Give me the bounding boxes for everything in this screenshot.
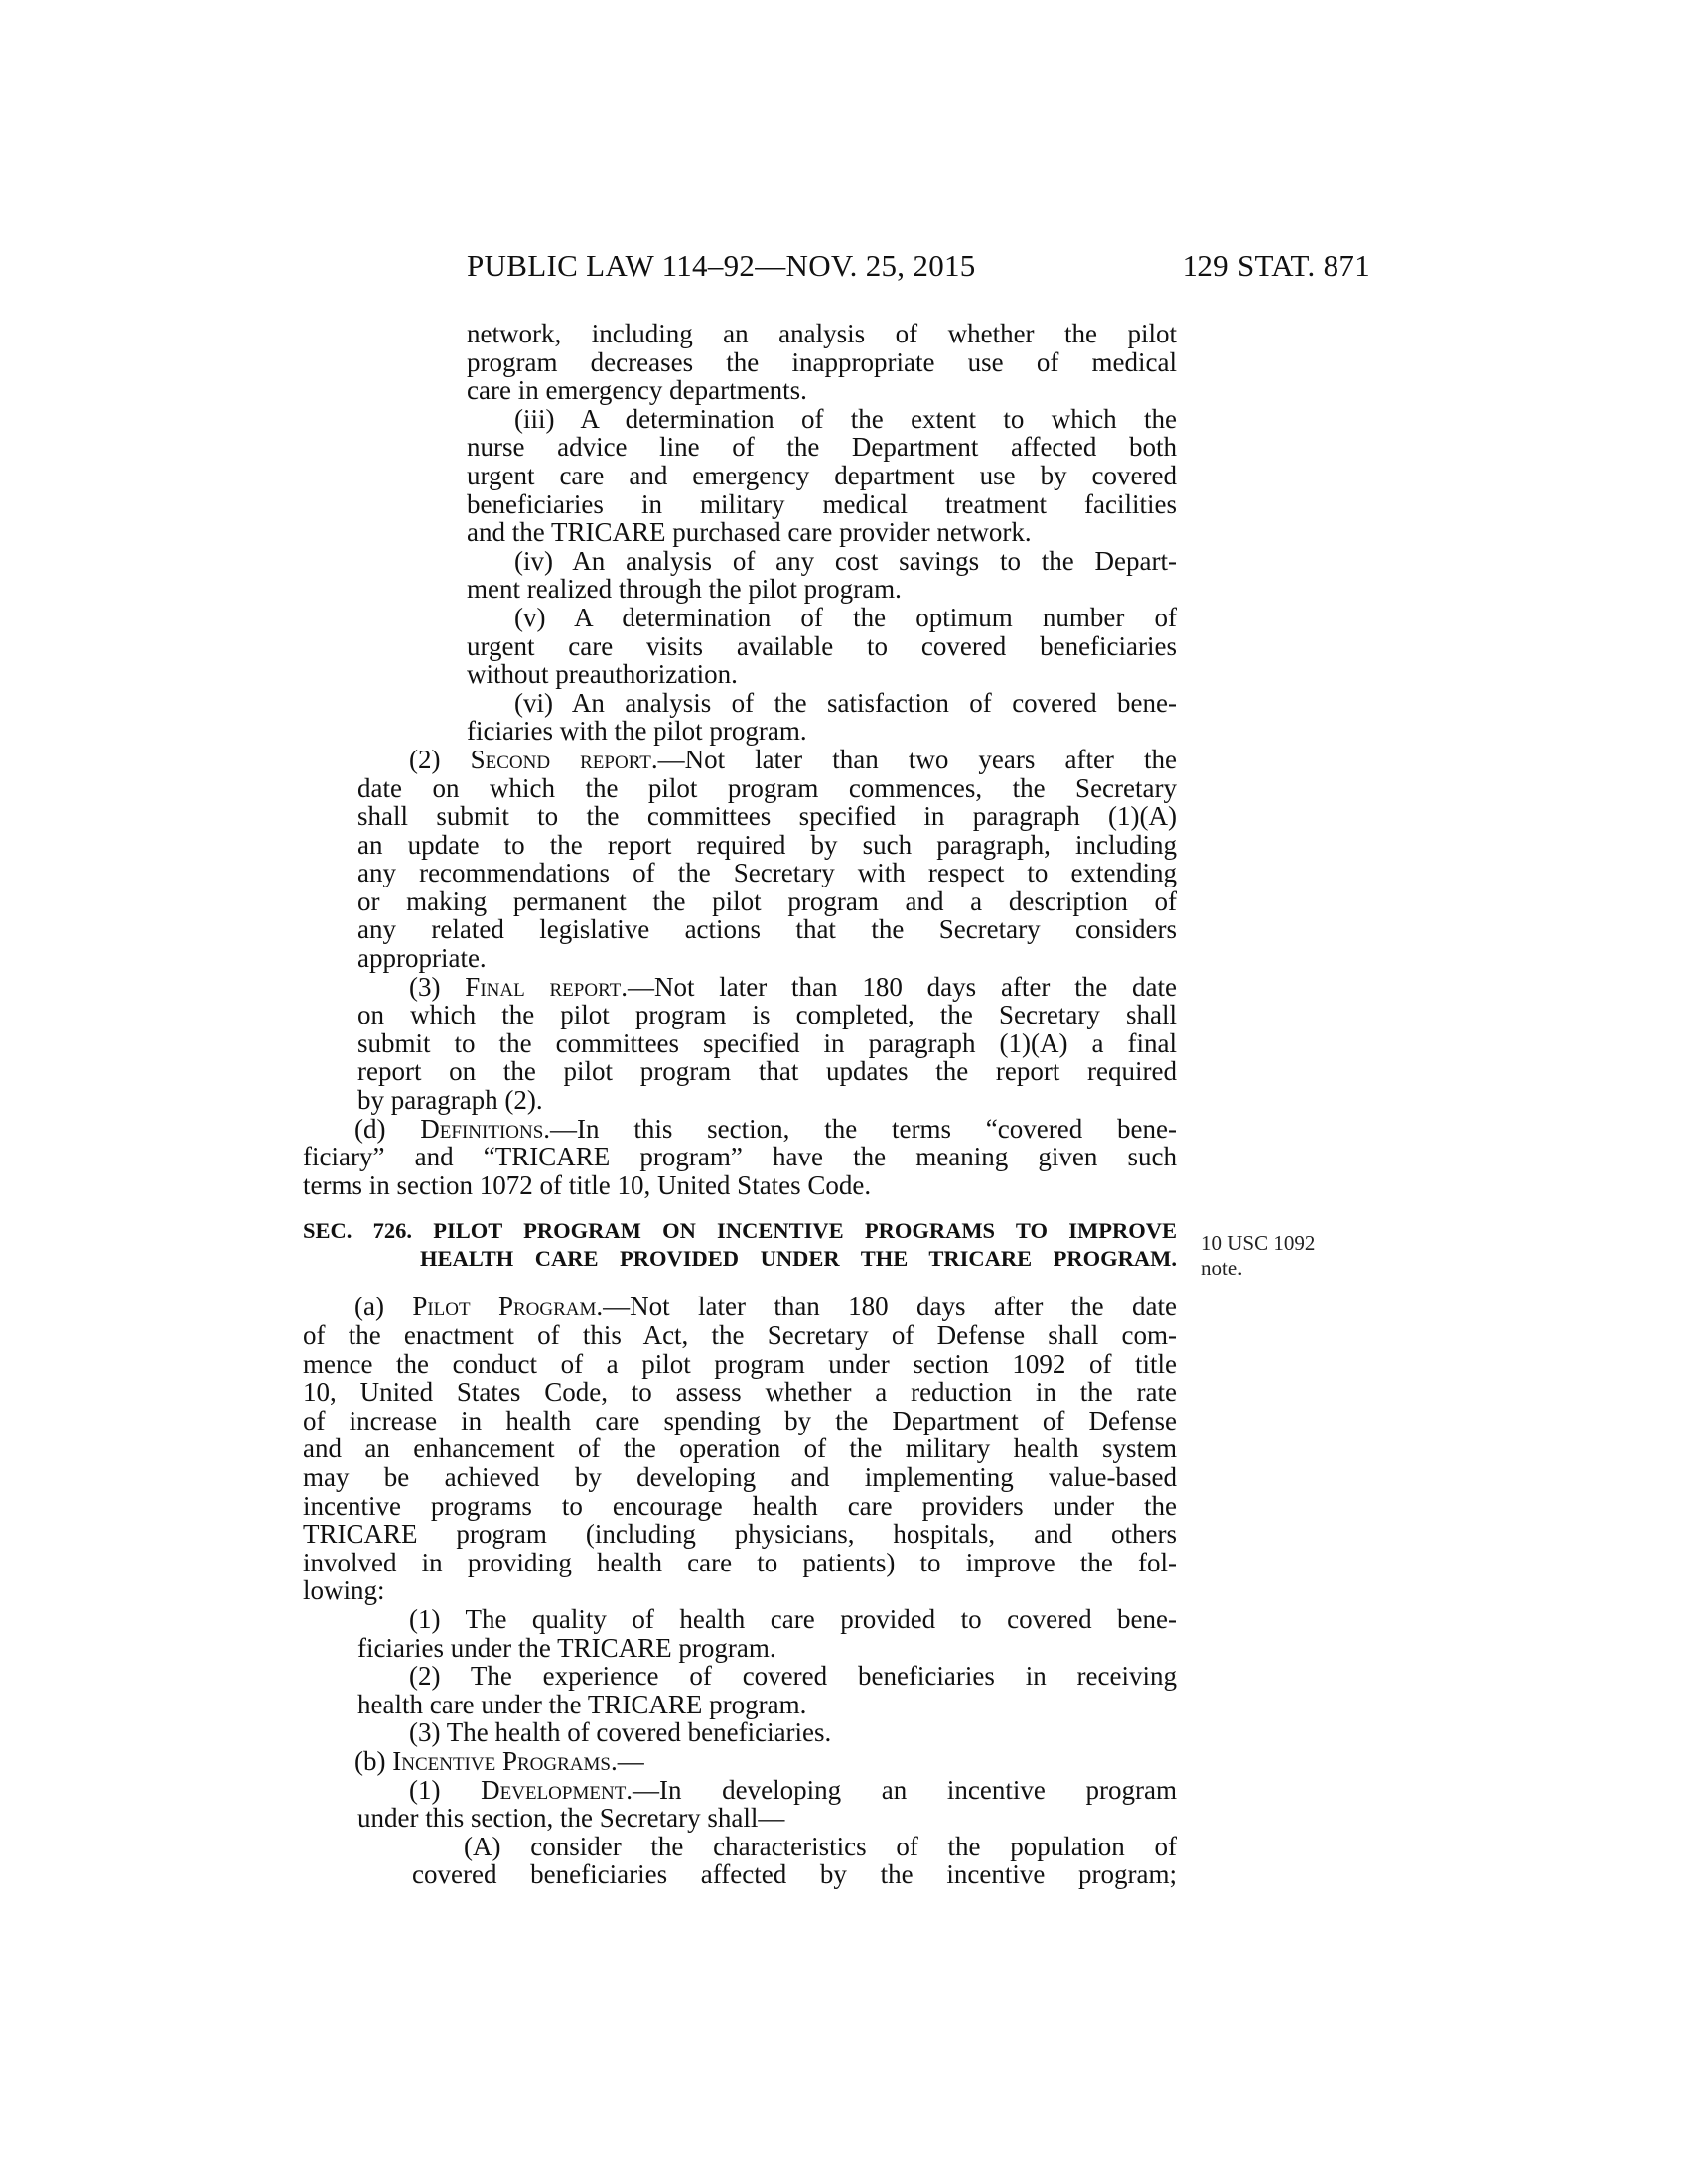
text-line: without preauthorization. (467, 659, 738, 690)
text-line: ment realized through the pilot program. (467, 574, 902, 605)
text-line: ficiaries under the TRICARE program. (357, 1632, 776, 1663)
text-line (303, 1293, 1177, 1321)
paragraph-number: (1) (409, 1774, 482, 1805)
margin-note-note: note. (1201, 1256, 1243, 1280)
text-line: any recommendations of the Secretary with respect to extending (357, 858, 1177, 888)
paragraph-heading: Pilot Program (412, 1292, 597, 1322)
text-line (357, 746, 1177, 774)
text-line: (iv) An analysis of any cost savings to the Depart- (514, 545, 1177, 576)
header-stat-page: 129 STAT. 871 (1182, 248, 1370, 283)
text-line: mence the conduct of a pilot program under section 1092 of title (303, 1348, 1177, 1379)
text-span: .—In developing an incentive program (626, 1774, 1178, 1805)
text-line: submit to the committees specified in paragraph (1)(A) a final (357, 1027, 1177, 1058)
text-line: may be achieved by developing and implementing value-based (303, 1461, 1177, 1492)
text-line: (iii) A determination of the extent to which the (514, 403, 1177, 434)
text-line: terms in section 1072 of title 10, United States Code. (303, 1169, 872, 1200)
text-line: by paragraph (2). (357, 1085, 543, 1116)
text-line: beneficiaries in military medical treatment facilities (467, 488, 1177, 519)
paragraph-number: (a) (354, 1292, 413, 1322)
paragraph-number: (3) (409, 971, 466, 1002)
clause-iii (303, 405, 1177, 547)
text-span: .—Not later than 180 days after the date (596, 1292, 1177, 1322)
section-heading-line: HEALTH CARE PROVIDED UNDER THE TRICARE PROGRAM. (420, 1246, 1177, 1272)
text-line (303, 1747, 1177, 1776)
paragraph-number: (2) (409, 744, 471, 774)
paragraph-heading: Incentive Programs (392, 1745, 611, 1776)
text-line: ficiary” and “TRICARE program” have the meaning given such (303, 1142, 1177, 1172)
paragraph-a-3 (303, 1718, 1177, 1747)
clause-v (303, 604, 1177, 689)
text-line: health care under the TRICARE program. (357, 1689, 807, 1719)
text-line (357, 1776, 1177, 1805)
text-line: under this section, the Secretary shall— (357, 1803, 785, 1834)
text-line: or making permanent the pilot program and a description of (357, 886, 1177, 916)
text-line: and the TRICARE purchased care provider network. (467, 517, 1032, 548)
text-line: care in emergency departments. (467, 375, 807, 406)
subsection-a-pilot-program (303, 1293, 1177, 1605)
subparagraph-b-1-A (303, 1833, 1177, 1889)
text-line: (2) The experience of covered beneficiaries in receiving (409, 1661, 1177, 1692)
text-line (303, 1115, 1177, 1144)
text-line: covered beneficiaries affected by the incentive program; (412, 1859, 1177, 1890)
text-line: appropriate. (357, 943, 487, 974)
clause-vi (303, 689, 1177, 746)
text-line: shall submit to the committees specified in paragraph (1)(A) (357, 801, 1177, 832)
paragraph-2-second-report (303, 746, 1177, 973)
header-citation: PUBLIC LAW 114–92—NOV. 25, 2015 (467, 248, 976, 283)
paragraph-heading: Development (481, 1774, 627, 1805)
text-line: incentive programs to encourage health care providers under the (303, 1490, 1177, 1521)
text-line: on which the pilot program is completed, the Secretary shall (357, 1000, 1177, 1030)
subsection-b-incentive-programs (303, 1747, 1177, 1776)
text-line: lowing: (303, 1575, 385, 1606)
clause-iv (303, 547, 1177, 604)
text-span: .— (610, 1745, 644, 1776)
text-line: ficiaries with the pilot program. (467, 716, 807, 747)
paragraph-number: (d) (354, 1113, 421, 1144)
text-line: report on the pilot program that updates the report required (357, 1056, 1177, 1087)
paragraph-b-1-development (303, 1776, 1177, 1833)
text-span: .—Not later than 180 days after the date (621, 971, 1177, 1002)
paragraph-a-1 (303, 1605, 1177, 1662)
text-span: .—Not later than two years after the (650, 744, 1177, 774)
text-line: nurse advice line of the Department affected both (467, 432, 1177, 463)
text-line: network, including an analysis of whether the pilot (467, 319, 1177, 348)
paragraph-3-final-report (303, 973, 1177, 1115)
text-line: (1) The quality of health care provided to covered bene- (409, 1603, 1177, 1634)
text-line: of the enactment of this Act, the Secretary of Defense shall com- (303, 1320, 1177, 1350)
text-line: (3) The health of covered beneficiaries. (409, 1717, 832, 1748)
text-line: involved in providing health care to patients) to improve the fol- (303, 1547, 1177, 1577)
paragraph-network-continuation (303, 320, 1177, 405)
text-line: 10, United States Code, to assess whether a reduction in the rate (303, 1377, 1177, 1408)
paragraph-number: (b) (354, 1745, 393, 1776)
text-span: .—In this section, the terms “covered bene- (543, 1113, 1177, 1144)
page-header (467, 248, 1370, 288)
document-body (303, 320, 1177, 1889)
paragraph-heading: Final report (465, 971, 622, 1002)
text-line: (vi) An analysis of the satisfaction of covered bene- (514, 687, 1177, 718)
paragraph-heading: Definitions (420, 1113, 544, 1144)
section-726-heading (303, 1217, 1177, 1273)
text-line (357, 973, 1177, 1002)
text-line: urgent care and emergency department use by covered (467, 460, 1177, 490)
subsection-d-definitions (303, 1115, 1177, 1200)
margin-note (1201, 1231, 1315, 1281)
section-heading-line: SEC. 726. PILOT PROGRAM ON INCENTIVE PROGRAMS TO IMPROVE (303, 1218, 1177, 1244)
margin-note-usc: 10 USC 1092 (1201, 1231, 1316, 1255)
text-line: TRICARE program (including physicians, hospitals, and others (303, 1519, 1177, 1550)
text-line: urgent care visits available to covered beneficiaries (467, 630, 1177, 661)
paragraph-heading: Second report (470, 744, 651, 774)
text-line: program decreases the inappropriate use of medical (467, 346, 1177, 377)
text-line: and an enhancement of the operation of the military health system (303, 1433, 1177, 1464)
text-line: date on which the pilot program commences, the Secretary (357, 772, 1177, 803)
text-line: (v) A determination of the optimum number of (514, 602, 1177, 632)
text-line: of increase in health care spending by the Department of Defense (303, 1405, 1177, 1435)
text-line: an update to the report required by such paragraph, including (357, 829, 1177, 860)
paragraph-a-2 (303, 1662, 1177, 1718)
text-line: any related legislative actions that the Secretary considers (357, 914, 1177, 945)
text-line: (A) consider the characteristics of the population of (464, 1831, 1177, 1861)
